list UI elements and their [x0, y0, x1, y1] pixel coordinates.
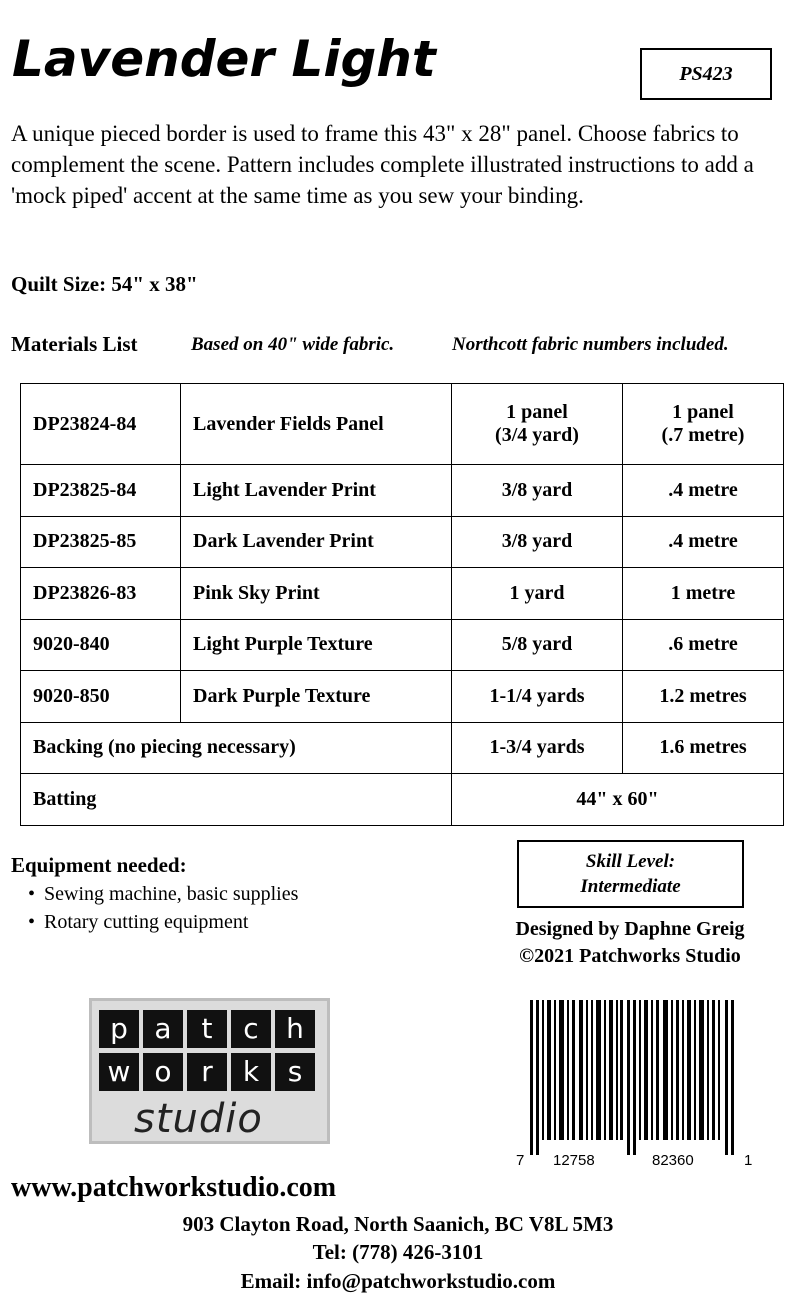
logo-tile: w [99, 1053, 139, 1091]
list-item: • Sewing machine, basic supplies [44, 880, 298, 908]
barcode [528, 1000, 738, 1155]
quilt-size: Quilt Size: 54" x 38" [11, 272, 198, 296]
barcode-digit: 7 [516, 1152, 525, 1169]
materials-note-width: Based on 40" wide fabric. [191, 334, 395, 355]
table-row-backing [21, 722, 784, 774]
skill-level-box [517, 840, 744, 908]
table-row [21, 516, 784, 568]
logo-tile: o [143, 1053, 183, 1091]
materials-title: Materials List [11, 332, 138, 356]
logo-tile: h [275, 1010, 315, 1048]
logo-tile: r [187, 1053, 227, 1091]
website-link[interactable]: www.patchworkstudio.com [11, 1172, 337, 1203]
logo-tile: t [187, 1010, 227, 1048]
fabric-name: Light Lavender Print [181, 465, 452, 517]
backing-label: Backing (no piecing necessary) [21, 722, 452, 774]
fabric-code: DP23825-84 [21, 465, 181, 517]
logo-tile: p [99, 1010, 139, 1048]
table-row [21, 619, 784, 671]
logo-tile: s [275, 1053, 315, 1091]
list-item: • Rotary cutting equipment [44, 908, 298, 936]
batting-label: Batting [21, 774, 452, 826]
materials-table [20, 383, 784, 826]
yardage-cell: 3/8 yard [452, 465, 623, 517]
fabric-code: 9020-850 [21, 671, 181, 723]
fabric-code: DP23824-84 [21, 384, 181, 465]
email[interactable]: Email: info@patchworkstudio.com [240, 1269, 556, 1293]
fabric-name: Pink Sky Print [181, 568, 452, 620]
barcode-check-digit: 1 [744, 1152, 753, 1169]
batting-size: 44" x 60" [452, 774, 784, 826]
skill-value: Intermediate [580, 876, 681, 897]
pattern-code: PS423 [679, 62, 733, 85]
metre-cell: .6 metre [623, 619, 784, 671]
metre-cell: 1 metre [623, 568, 784, 620]
intro-paragraph: A unique pieced border is used to frame this 43" x 28" panel. Choose fabrics to complement the scene. Pattern includes complete illustrated instructions to add a 'mock piped' accent at the same time as you sew your binding. [11, 121, 754, 208]
fabric-code: DP23826-83 [21, 568, 181, 620]
yardage-cell: 3/8 yard [452, 516, 623, 568]
yardage-cell: 1-1/4 yards [452, 671, 623, 723]
logo-tile: k [231, 1053, 271, 1091]
logo-tile: a [143, 1010, 183, 1048]
table-row-batting [21, 774, 784, 826]
yardage-line: (3/4 yard) [495, 424, 579, 446]
barcode-digits-left: 12758 [553, 1152, 595, 1169]
pattern-code-box [640, 48, 772, 100]
page-title: Lavender Light [12, 30, 436, 88]
yardage-cell: 1-3/4 yards [452, 722, 623, 774]
metre-cell: 1.2 metres [623, 671, 784, 723]
fabric-code: 9020-840 [21, 619, 181, 671]
telephone: Tel: (778) 426-3101 [312, 1240, 484, 1264]
designer-credit: Designed by Daphne Greig [515, 918, 745, 940]
yardage-cell: 5/8 yard [452, 619, 623, 671]
skill-label: Skill Level: [585, 851, 676, 872]
fabric-name: Dark Lavender Print [181, 516, 452, 568]
yardage-cell [452, 384, 623, 465]
logo-word: studio [134, 1096, 263, 1142]
fabric-name: Light Purple Texture [181, 619, 452, 671]
metre-line: (.7 metre) [661, 424, 745, 446]
copyright: ©2021 Patchworks Studio [519, 945, 741, 967]
fabric-name: Dark Purple Texture [181, 671, 452, 723]
table-row [21, 671, 784, 723]
equipment-list [44, 880, 298, 936]
credits [497, 916, 763, 970]
fabric-name: Lavender Fields Panel [181, 384, 452, 465]
metre-cell: .4 metre [623, 516, 784, 568]
table-row [21, 568, 784, 620]
logo-tile: c [231, 1010, 271, 1048]
equipment-title: Equipment needed: [11, 853, 187, 877]
materials-note-northcott: Northcott fabric numbers included. [452, 334, 729, 355]
yardage-line: 1 panel [506, 401, 568, 423]
patchworks-studio-logo [89, 998, 330, 1144]
fabric-code: DP23825-85 [21, 516, 181, 568]
metre-cell: .4 metre [623, 465, 784, 517]
yardage-cell: 1 yard [452, 568, 623, 620]
table-row [21, 465, 784, 517]
address: 903 Clayton Road, North Saanich, BC V8L 5M3 [182, 1212, 614, 1236]
metre-cell: 1.6 metres [623, 722, 784, 774]
metre-cell [623, 384, 784, 465]
table-row [21, 384, 784, 465]
barcode-digits-right: 82360 [652, 1152, 694, 1169]
metre-line: 1 panel [672, 401, 734, 423]
